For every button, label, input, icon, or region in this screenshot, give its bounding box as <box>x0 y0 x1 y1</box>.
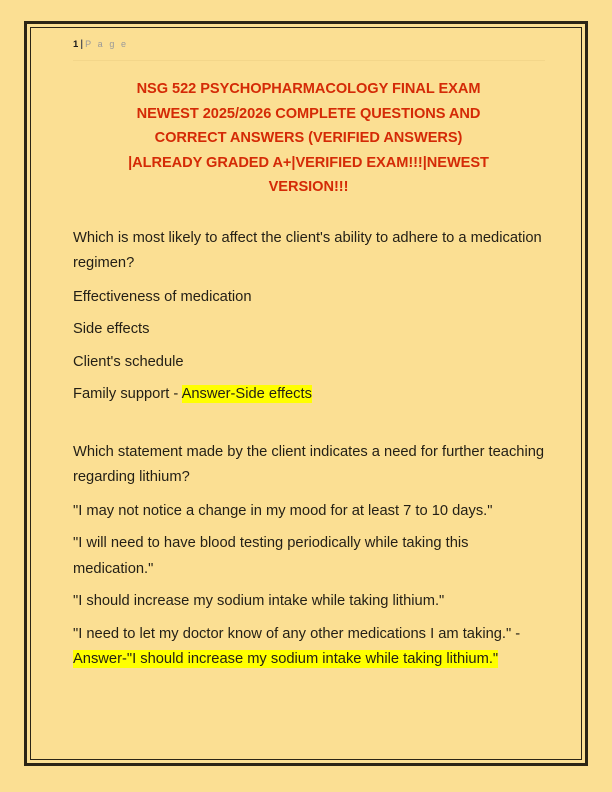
question-option: "I will need to have blood testing periodically while taking this medication." <box>73 535 469 577</box>
question-block <box>73 440 551 673</box>
page-number: 1 <box>73 39 79 50</box>
question-answer-line <box>73 382 549 408</box>
paragraph-spacer <box>73 415 551 440</box>
title-line-4: |ALREADY GRADED A+|VERIFIED EXAM!!!|NEWEST <box>128 154 489 171</box>
title-line-3: CORRECT ANSWERS (VERIFIED ANSWERS) <box>154 130 463 147</box>
title-line-1: NSG 522 PSYCHOPHARMACOLOGY FINAL EXAM <box>136 81 481 97</box>
document-title <box>76 77 541 200</box>
option-prefix: "I need to let my doctor know of any other medications I am taking." - <box>73 625 521 642</box>
page-border-frame <box>24 21 588 766</box>
question-prompt: Which statement made by the client indicates a need for further teaching regarding lithium? <box>73 443 545 486</box>
question-option: Effectiveness of medication <box>73 288 252 305</box>
question-answer-line <box>73 622 549 673</box>
answer-highlight: Answer-Side effects <box>181 386 312 403</box>
title-line-2: NEWEST 2025/2026 COMPLETE QUESTIONS AND <box>136 105 481 122</box>
header-divider <box>73 60 545 61</box>
question-block <box>73 226 551 408</box>
answer-highlight: Answer-"I should increase my sodium intake while taking lithium." <box>73 651 499 668</box>
question-option: "I may not notice a change in my mood for at least 7 to 10 days." <box>73 502 493 519</box>
running-header <box>73 37 551 59</box>
question-option: Side effects <box>73 321 150 338</box>
question-option: Client's schedule <box>73 353 184 370</box>
option-prefix: Family support - <box>73 386 182 403</box>
page-word-label: P a g e <box>85 39 129 49</box>
question-prompt: Which is most likely to affect the client's ability to adhere to a medication regimen? <box>73 229 542 272</box>
header-separator: | <box>80 39 84 50</box>
question-list <box>73 226 551 673</box>
question-option: "I should increase my sodium intake while taking lithium." <box>73 593 445 610</box>
title-line-5: VERSION!!! <box>268 179 349 196</box>
page-content <box>73 37 551 680</box>
